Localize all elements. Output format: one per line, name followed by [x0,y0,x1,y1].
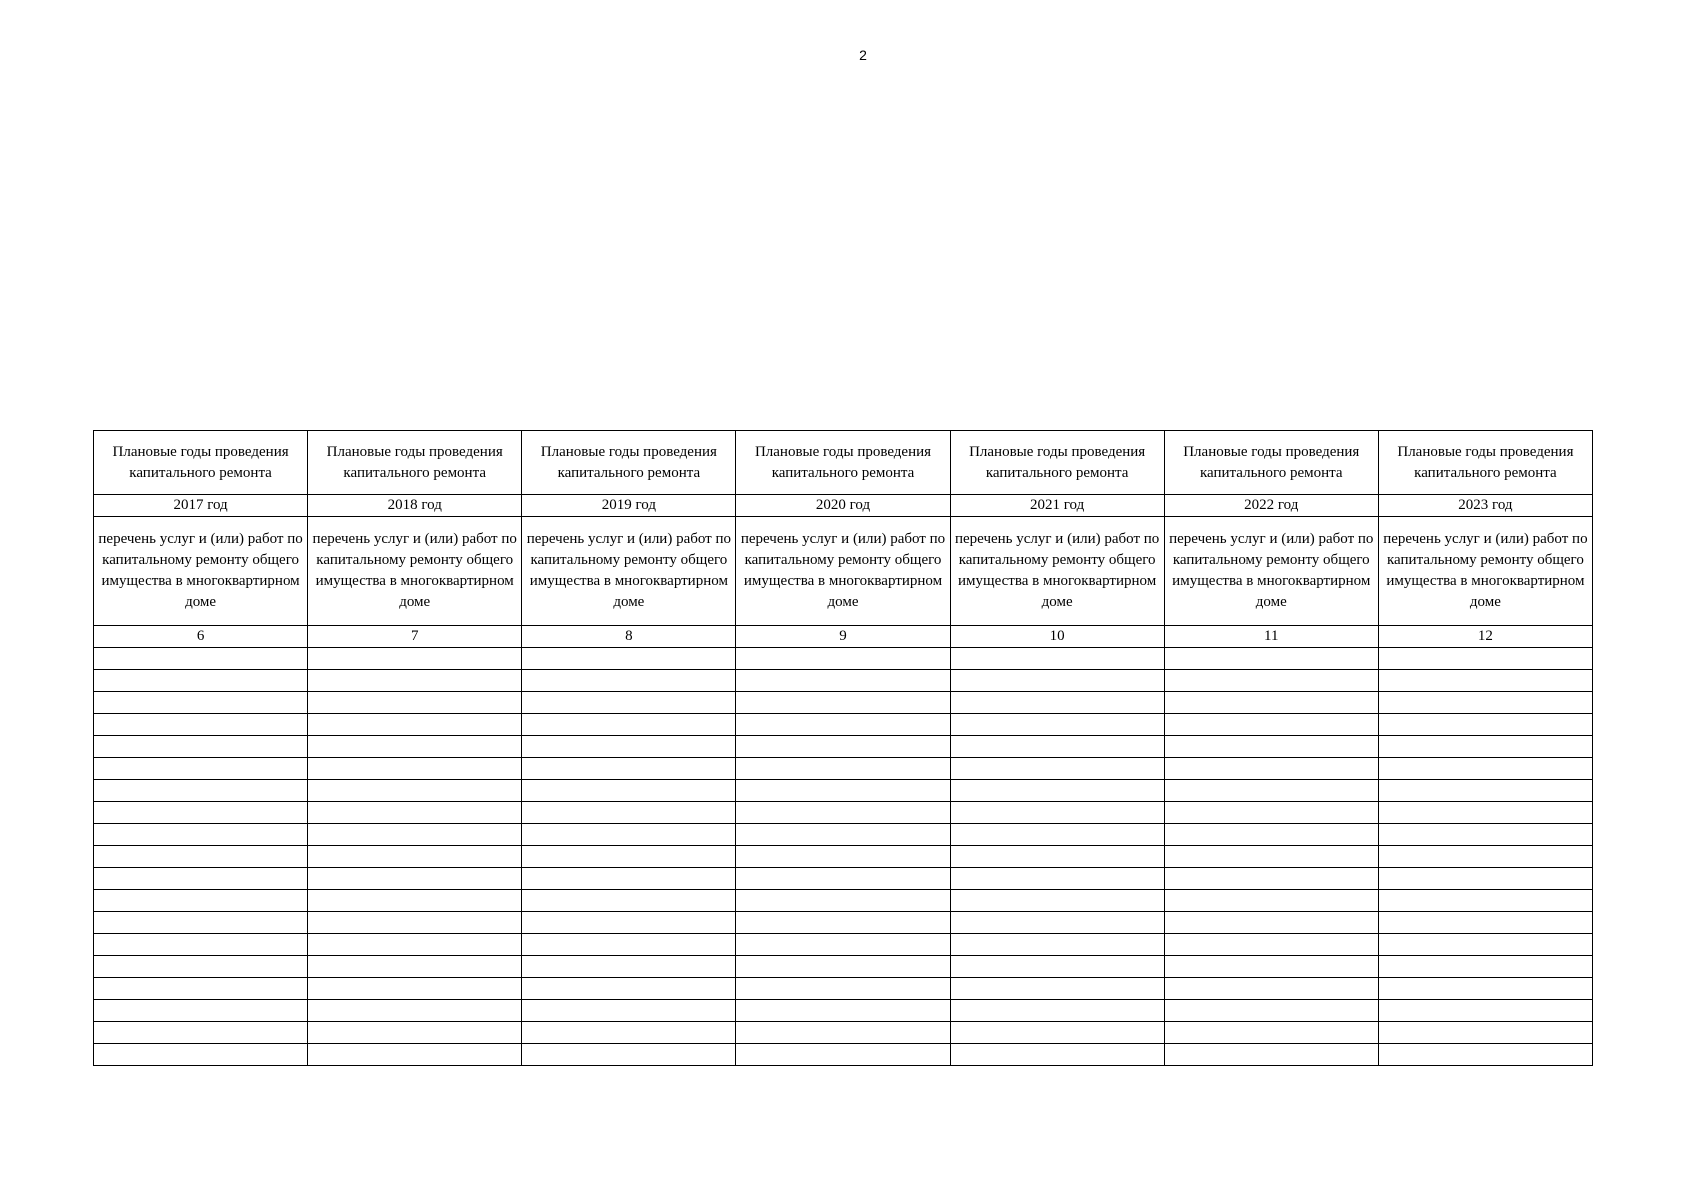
table-cell [94,1044,308,1066]
table-cell [1378,1022,1592,1044]
column-year: 2019 год [522,495,736,517]
table-cell [1164,1000,1378,1022]
table-cell [1378,824,1592,846]
table-cell [736,758,950,780]
table-cell [1378,736,1592,758]
table-cell [94,780,308,802]
table-cell [950,912,1164,934]
table-cell [522,758,736,780]
column-number: 7 [308,626,522,648]
table-cell [950,956,1164,978]
table-cell [1378,912,1592,934]
table-cell [1378,802,1592,824]
table-cell [522,956,736,978]
table-cell [308,824,522,846]
table-cell [308,978,522,1000]
column-description-text: перечень услуг и (или) работ по капитальному ремонту общего имущества в многоквартирном доме [1169,531,1374,610]
table-cell [736,1022,950,1044]
table-row [94,912,1593,934]
table-cell [950,934,1164,956]
table-cell [308,648,522,670]
table-cell [94,1022,308,1044]
table-cell [522,912,736,934]
table-cell [1164,1044,1378,1066]
table-cell [308,956,522,978]
table-cell [736,956,950,978]
table-cell [950,692,1164,714]
table-cell [308,780,522,802]
table-cell [522,780,736,802]
table-cell [308,934,522,956]
table-cell [950,670,1164,692]
table-cell [950,824,1164,846]
table-cell [950,1044,1164,1066]
table-cell [94,758,308,780]
table-cell [1378,648,1592,670]
table-cell [94,956,308,978]
column-description [736,517,950,626]
table-body-empty-rows [94,648,1593,1066]
table-cell [1378,714,1592,736]
table-row [94,780,1593,802]
table-cell [1164,912,1378,934]
table-cell [736,802,950,824]
table-cell [950,978,1164,1000]
column-description [94,517,308,626]
table-cell [1378,692,1592,714]
table-cell [522,1022,736,1044]
table-cell [1164,758,1378,780]
table-cell [94,934,308,956]
table-row [94,1000,1593,1022]
table-cell [736,978,950,1000]
table-cell [308,802,522,824]
table-cell [94,868,308,890]
column-year: 2022 год [1164,495,1378,517]
table-cell [950,802,1164,824]
table-cell [950,890,1164,912]
column-number: 6 [94,626,308,648]
table-cell [736,890,950,912]
table-cell [950,1022,1164,1044]
column-description [522,517,736,626]
table-cell [522,934,736,956]
table-cell [1164,648,1378,670]
header-row-description [94,517,1593,626]
table-row [94,802,1593,824]
table-cell [1378,956,1592,978]
page-number: 2 [859,47,867,63]
table-cell [94,846,308,868]
table-row [94,890,1593,912]
table-cell [1164,890,1378,912]
table-row [94,670,1593,692]
table-row [94,758,1593,780]
column-year: 2018 год [308,495,522,517]
column-description-text: перечень услуг и (или) работ по капитальному ремонту общего имущества в многоквартирном доме [312,531,517,610]
table-cell [308,1022,522,1044]
table-cell [308,1044,522,1066]
column-title [522,431,736,495]
table-cell [1164,956,1378,978]
column-number: 8 [522,626,736,648]
table-cell [1164,802,1378,824]
capital-repair-table [93,430,1593,1066]
table-row [94,648,1593,670]
table-cell [522,846,736,868]
table-cell [736,824,950,846]
table-row [94,714,1593,736]
table-cell [94,1000,308,1022]
table-cell [522,1044,736,1066]
table-cell [308,714,522,736]
table-cell [1378,1000,1592,1022]
column-number: 9 [736,626,950,648]
table-cell [1164,780,1378,802]
column-title [1378,431,1592,495]
column-year: 2020 год [736,495,950,517]
table-cell [522,802,736,824]
table-cell [950,780,1164,802]
table-cell [94,802,308,824]
table-cell [1164,978,1378,1000]
table-cell [308,912,522,934]
column-title-text: Плановые годы проведения капитального ремонта [540,443,717,481]
table-cell [1164,846,1378,868]
column-title [94,431,308,495]
table-cell [308,846,522,868]
table-cell [94,824,308,846]
table-cell [736,912,950,934]
column-description-text: перечень услуг и (или) работ по капитальному ремонту общего имущества в многоквартирном доме [1383,531,1588,610]
column-description [308,517,522,626]
table-cell [522,890,736,912]
table-cell [94,670,308,692]
table-cell [1378,978,1592,1000]
table-cell [308,736,522,758]
table-cell [736,934,950,956]
table-cell [522,868,736,890]
table-cell [1378,846,1592,868]
table-cell [950,1000,1164,1022]
column-year: 2021 год [950,495,1164,517]
column-description [1164,517,1378,626]
table-cell [308,670,522,692]
column-title-text: Плановые годы проведения капитального ремонта [1183,443,1360,481]
table-cell [94,714,308,736]
table-cell [522,978,736,1000]
column-title [1164,431,1378,495]
table-row [94,846,1593,868]
table-cell [308,758,522,780]
table-cell [94,978,308,1000]
table-cell [308,1000,522,1022]
column-title-text: Плановые годы проведения капитального ремонта [326,443,503,481]
table-cell [950,846,1164,868]
table-cell [736,670,950,692]
table-cell [522,714,736,736]
table-cell [94,736,308,758]
column-description-text: перечень услуг и (или) работ по капитальному ремонту общего имущества в многоквартирном доме [954,531,1160,610]
column-title [950,431,1164,495]
column-description-text: перечень услуг и (или) работ по капитальному ремонту общего имущества в многоквартирном доме [740,531,946,610]
column-title [736,431,950,495]
table-cell [1164,692,1378,714]
table-cell [1164,1022,1378,1044]
column-description [950,517,1164,626]
column-title [308,431,522,495]
table-row [94,1022,1593,1044]
table-cell [736,1000,950,1022]
column-year: 2023 год [1378,495,1592,517]
table-cell [1164,934,1378,956]
table-cell [950,648,1164,670]
header-row-year [94,495,1593,517]
table-cell [1164,714,1378,736]
column-title-text: Плановые годы проведения капитального ремонта [754,443,932,481]
table-cell [950,714,1164,736]
table-cell [736,846,950,868]
table-row [94,956,1593,978]
table-cell [736,714,950,736]
table-row [94,736,1593,758]
table-cell [736,648,950,670]
table-cell [522,824,736,846]
table-cell [308,692,522,714]
table-row [94,1044,1593,1066]
table-row [94,824,1593,846]
table-cell [1378,780,1592,802]
table-cell [522,736,736,758]
table-cell [522,1000,736,1022]
table-cell [1378,934,1592,956]
table-cell [1164,736,1378,758]
table-cell [94,890,308,912]
table-row [94,868,1593,890]
column-title-text: Плановые годы проведения капитального ремонта [112,443,289,481]
table-row [94,692,1593,714]
table-cell [1378,868,1592,890]
column-year: 2017 год [94,495,308,517]
table-cell [94,912,308,934]
table-cell [1378,670,1592,692]
table-cell [950,758,1164,780]
header-row-title [94,431,1593,495]
table-cell [950,736,1164,758]
column-description-text: перечень услуг и (или) работ по капитальному ремонту общего имущества в многоквартирном доме [526,531,732,610]
table-cell [94,648,308,670]
table-cell [736,1044,950,1066]
table-cell [1164,670,1378,692]
table-cell [736,868,950,890]
table-cell [736,692,950,714]
table-row [94,934,1593,956]
table-cell [522,692,736,714]
column-title-text: Плановые годы проведения капитального ремонта [1397,443,1574,481]
table-row [94,978,1593,1000]
table-cell [1378,1044,1592,1066]
table-cell [1378,890,1592,912]
table-cell [1378,758,1592,780]
table-cell [522,648,736,670]
table-cell [522,670,736,692]
table-cell [94,692,308,714]
table-cell [308,868,522,890]
table-cell [950,868,1164,890]
column-number: 11 [1164,626,1378,648]
table-cell [1164,824,1378,846]
table-cell [736,780,950,802]
column-description-text: перечень услуг и (или) работ по капитальному ремонту общего имущества в многоквартирном доме [98,531,303,610]
header-row-column-number [94,626,1593,648]
table-cell [308,890,522,912]
table-cell [1164,868,1378,890]
column-title-text: Плановые годы проведения капитального ремонта [969,443,1146,481]
column-number: 10 [950,626,1164,648]
column-number: 12 [1378,626,1592,648]
table-cell [736,736,950,758]
column-description [1378,517,1592,626]
